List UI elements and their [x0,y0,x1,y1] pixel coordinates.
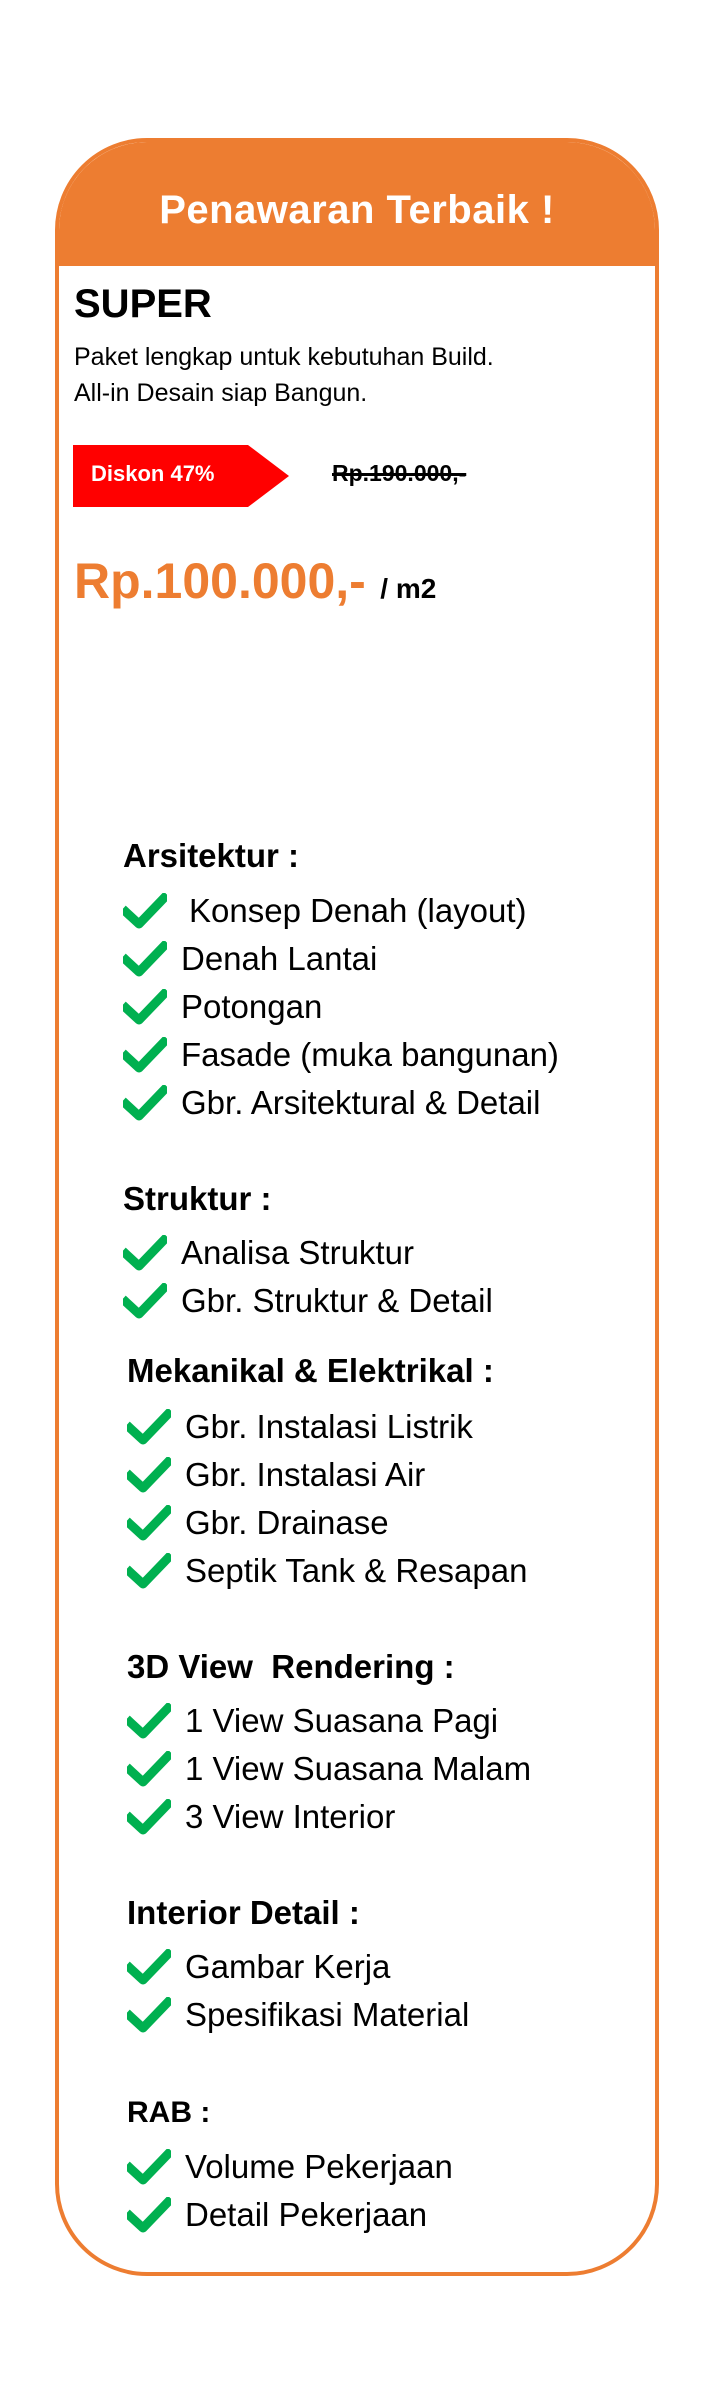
card-title: Penawaran Terbaik ! [159,187,555,232]
feature-item [127,1793,395,1841]
feature-text: Potongan [181,988,323,1025]
feature-item [127,1943,390,1991]
feature-item [123,1277,493,1325]
check-icon [127,1949,171,1985]
section-title: Arsitektur : [123,837,300,874]
card-header [59,142,655,266]
check-icon [127,1409,171,1445]
feature-text: Septik Tank & Resapan [185,1552,528,1589]
feature-text: 1 View Suasana Malam [185,1750,532,1787]
feature-text: Analisa Struktur [181,1234,414,1271]
package-name: SUPER [74,282,212,326]
feature-item [127,1697,498,1745]
check-icon [127,1703,171,1739]
feature-text: Denah Lantai [181,940,378,977]
feature-item [127,2143,453,2191]
feature-text: 1 View Suasana Pagi [185,1702,499,1739]
feature-item [127,1451,425,1499]
check-icon [123,1085,167,1121]
check-icon [123,1283,167,1319]
check-icon [127,1457,171,1493]
check-icon [127,1997,171,2033]
feature-item [123,1079,540,1127]
feature-text: Gbr. Instalasi Air [185,1456,426,1493]
current-price: Rp.100.000,- [74,553,366,609]
price-row [74,552,436,610]
check-icon [127,1799,171,1835]
check-icon [123,941,167,977]
check-icon [123,1235,167,1271]
check-icon [127,2197,171,2233]
package-description: Paket lengkap untuk kebutuhan Build. All-in Desain siap Bangun. [74,343,494,407]
feature-item [127,1547,527,1595]
discount-badge [73,445,289,507]
feature-text: Fasade (muka bangunan) [181,1036,559,1073]
check-icon [123,893,167,929]
feature-text: Gbr. Struktur & Detail [181,1282,493,1319]
feature-item [123,935,377,983]
check-icon [127,2149,171,2185]
section-title: Struktur : [123,1180,272,1217]
section-title: 3D View Rendering : [127,1648,455,1685]
feature-item [127,1991,469,2039]
feature-item [127,2191,427,2239]
check-icon [123,1037,167,1073]
feature-text: Gbr. Instalasi Listrik [185,1408,473,1445]
feature-text: Volume Pekerjaan [185,2148,453,2185]
feature-item [123,983,322,1031]
feature-item [127,1745,531,1793]
feature-item [123,1031,559,1079]
feature-item [127,1499,389,1547]
check-icon [127,1505,171,1541]
feature-text: Spesifikasi Material [185,1996,470,2033]
feature-text: Gbr. Drainase [185,1504,389,1541]
section-title: RAB : [127,2096,211,2129]
section-title: Mekanikal & Elektrikal : [127,1352,494,1389]
feature-item [127,1403,473,1451]
check-icon [127,1751,171,1787]
price-unit: / m2 [380,573,437,604]
check-icon [123,989,167,1025]
feature-item [123,887,527,935]
feature-item [123,1229,414,1277]
feature-text: Konsep Denah (layout) [189,892,527,929]
feature-text: 3 View Interior [185,1798,396,1835]
check-icon [127,1553,171,1589]
original-price: Rp.190.000,- [332,460,467,486]
discount-label: Diskon 47% [91,461,215,486]
pricing-card [55,138,659,2276]
feature-text: Gbr. Arsitektural & Detail [181,1084,541,1121]
section-title: Interior Detail : [127,1894,360,1931]
feature-text: Gambar Kerja [185,1948,391,1985]
feature-text: Detail Pekerjaan [185,2196,428,2233]
